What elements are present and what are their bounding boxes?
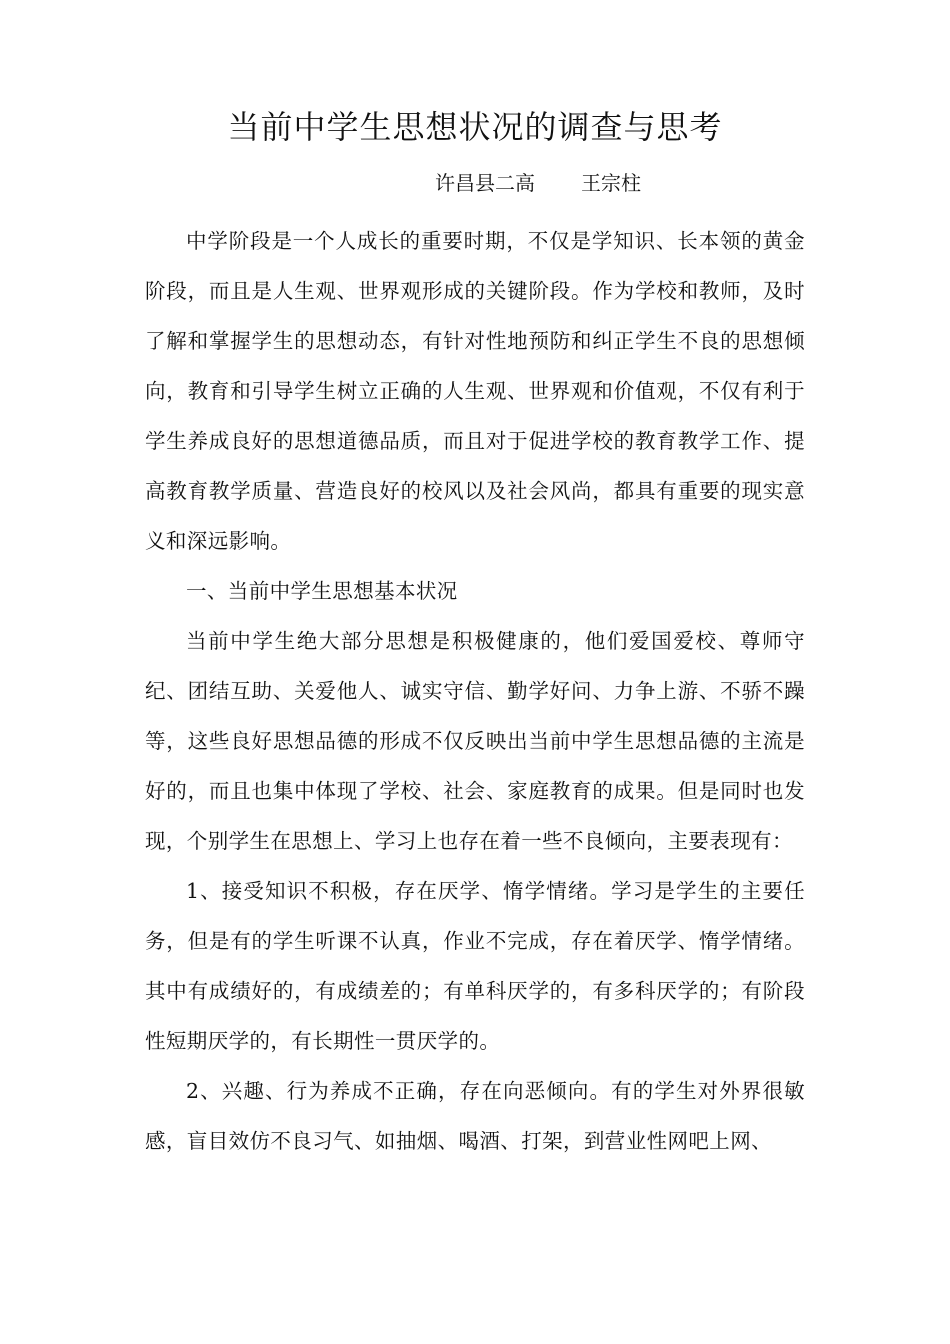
paragraph-intro: 中学阶段是一个人成长的重要时期，不仅是学知识、长本领的黄金阶段，而且是人生观、世界观形成的关键阶段。作为学校和教师，及时了解和掌握学生的思想动态，有针对性地预防和纠正学生不良的思想倾向，教育和引导学生树立正确的人生观、世界观和价值观，不仅有利于学生养成良好的思想道德品质，而且对于促进学校的教育教学工作、提高教育教学质量、营造良好的校风以及社会风尚，都具有重要的现实意义和深远影响。: [145, 229, 805, 553]
author-name: 王宗柱: [581, 171, 641, 195]
paragraph-status: 当前中学生绝大部分思想是积极健康的，他们爱国爱校、尊师守纪、团结互助、关爱他人、诚实守信、勤学好问、力争上游、不骄不躁等，这些良好思想品德的形成不仅反映出当前中学生思想品德的主流是好的，而且也集中体现了学校、社会、家庭教育的成果。但是同时也发现，个别学生在思想上、学习上也存在着一些不良倾向，主要表现有：: [145, 629, 805, 853]
section-heading: 一、当前中学生思想基本状况: [186, 579, 458, 603]
paragraph-point-2: 2、兴趣、行为养成不正确，存在向恶倾向。有的学生对外界很敏感，盲目效仿不良习气、如抽烟、喝酒、打架，到营业性网吧上网、: [145, 1079, 805, 1153]
paragraph-point-1: 1、接受知识不积极，存在厌学、惰学情绪。学习是学生的主要任务，但是有的学生听课不认真，作业不完成，存在着厌学、惰学情绪。其中有成绩好的，有成绩差的；有单科厌学的，有多科厌学的；有阶段性短期厌学的，有长期性一贯厌学的。: [145, 879, 805, 1053]
document-page: [145, 0, 805, 1344]
document-body: [145, 216, 805, 1166]
document-title: 当前中学生思想状况的调查与思考: [227, 108, 723, 146]
author-school: 许昌县二高: [435, 171, 535, 195]
author-byline: [435, 168, 641, 198]
